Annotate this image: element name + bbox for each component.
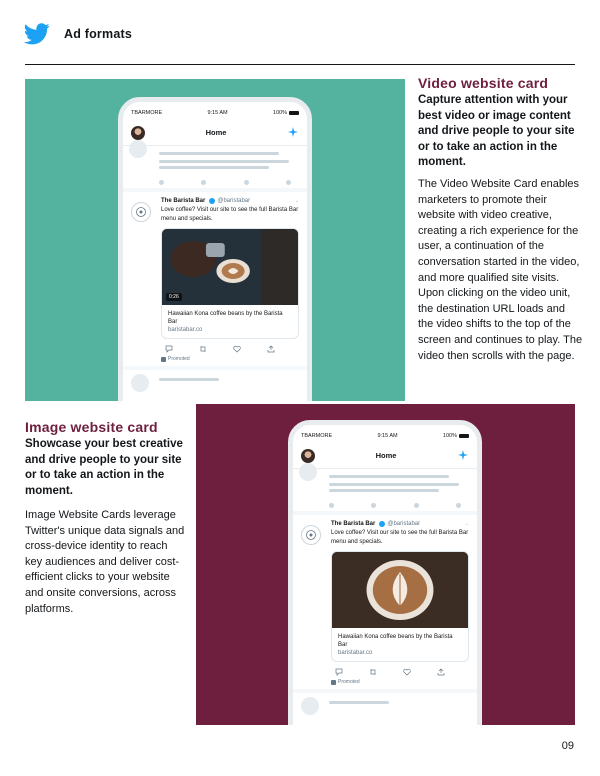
video-card-mockup-panel [25,79,405,401]
video-website-card[interactable] [161,228,299,339]
placeholder-tweet-bottom [123,366,307,390]
tweet-author-handle[interactable]: @baristabar [217,198,251,204]
header-divider [25,64,575,65]
battery-icon [289,111,299,115]
tweet-actions [161,339,299,353]
image-section-lead: Showcase your best creative and drive people to your site or to take an action in the moment. [25,438,183,497]
chevron-down-icon[interactable]: ⌄ [294,198,299,204]
reply-icon[interactable] [335,668,343,676]
brand-avatar[interactable] [131,202,151,222]
image-card-mockup-panel [196,404,575,725]
status-bar [293,429,477,443]
video-section-lead: Capture attention with your best video or image content and drive people to your site or to take an action in the moment. [418,94,575,168]
app-nav-bar [123,120,307,146]
card-domain[interactable]: baristabar.co [338,650,373,656]
verified-badge-icon [379,521,385,527]
twitter-bird-icon [24,23,50,45]
page-number: 09 [561,740,574,752]
card-domain[interactable]: baristabar.co [168,327,203,333]
tweet-text: Love coffee? Visit our site to see the full Barista Bar menu and specials. [331,530,469,545]
battery-icon [459,434,469,438]
page-header [24,20,132,48]
video-thumbnail[interactable] [162,229,298,305]
share-icon[interactable] [267,345,275,353]
nav-title: Home [375,451,397,460]
brand-avatar[interactable] [301,525,321,545]
like-icon[interactable] [403,668,411,676]
nav-title: Home [205,128,227,137]
barista-logo-icon [305,529,317,541]
chevron-down-icon[interactable]: ⌄ [464,521,469,527]
avatar[interactable] [131,126,145,140]
promoted-label: Promoted [161,356,299,362]
image-section-title: Image website card [25,419,158,435]
barista-logo-icon [135,206,147,218]
tweet-author-name[interactable]: The Barista Bar [331,521,376,527]
promoted-tweet[interactable] [123,192,307,366]
video-section-title: Video website card [418,75,549,91]
avatar[interactable] [301,449,315,463]
tweet-author-handle[interactable]: @baristabar [387,521,421,527]
placeholder-avatar [299,463,317,481]
promoted-tweet[interactable] [293,515,477,689]
video-duration-badge: 0:26 [166,293,182,301]
verified-badge-icon [209,198,215,204]
battery-label: 100% [443,433,469,439]
placeholder-tweet-bottom [293,689,477,713]
promoted-icon [161,357,166,362]
tweet-author-name[interactable]: The Barista Bar [161,198,206,204]
phone-mockup-video [118,97,312,401]
carrier-label: TBARMORE [131,110,163,116]
tweet-text: Love coffee? Visit our site to see the full Barista Bar menu and specials. [161,207,299,222]
sparkle-icon[interactable] [287,127,299,139]
image-website-card[interactable] [331,551,469,662]
sparkle-icon[interactable] [457,450,469,462]
card-title[interactable]: Hawaiian Kona coffee beans by the Barista Bar [168,311,283,325]
video-section-body: The Video Website Card enables marketers to promote their website with video creative, creating a rich experience for the user, a continuation of the conversation started in the video, and more qualified site visits. Upon clicking on the video unit, the destination URL loads and the video shifts to the top of the screen and continues to play. The video then scrolls with the page. [418,178,583,362]
retweet-icon[interactable] [199,345,207,353]
latte-art-image [332,552,468,628]
battery-label: 100% [273,110,299,116]
placeholder-tweet [293,469,477,515]
card-title[interactable]: Hawaiian Kona coffee beans by the Barista Bar [338,634,453,648]
reply-icon[interactable] [165,345,173,353]
promoted-icon [331,680,336,685]
image-section-body: Image Website Cards leverage Twitter's unique data signals and cross-device identity to reach key audiences and deliver cost-efficient clicks to your website and onsite conversions, across platforms. [25,509,185,615]
time-label: 9:15 AM [207,110,228,116]
time-label: 9:15 AM [377,433,398,439]
placeholder-tweet [123,146,307,192]
promoted-label: Promoted [331,679,469,685]
app-nav-bar [293,443,477,469]
phone-mockup-image [288,420,482,725]
placeholder-avatar [129,140,147,158]
share-icon[interactable] [437,668,445,676]
page-title: Ad formats [64,27,132,41]
image-thumbnail[interactable] [332,552,468,628]
tweet-actions [331,662,469,676]
coffee-pour-image [162,229,298,305]
carrier-label: TBARMORE [301,433,333,439]
like-icon[interactable] [233,345,241,353]
status-bar [123,106,307,120]
retweet-icon[interactable] [369,668,377,676]
